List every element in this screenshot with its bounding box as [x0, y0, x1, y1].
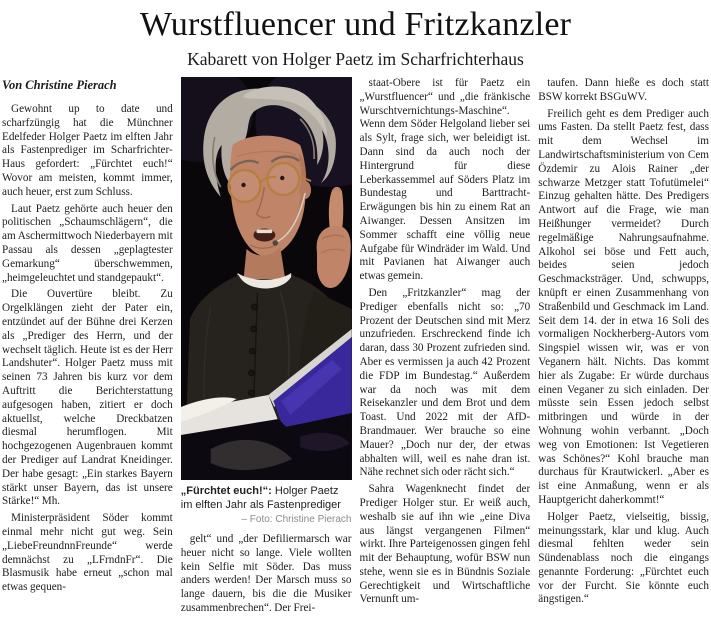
column-2-paragraphs — [181, 533, 352, 616]
text-column-2 — [181, 77, 352, 617]
caption-lead: „Fürchtet euch!“: — [180, 485, 272, 497]
article-paragraph: gelt“ und „der Defiliermarsch war heuer nicht so lange. Viele wollten kein Selfie mit Söder. Das muss anders werden! Der Marsch muss so lange dauern, bis die die Musiker zusammenbrechen“. Der Frei- — [180, 533, 352, 614]
text-column-3 — [360, 77, 531, 617]
article-paragraph: Den „Fritzkanzler“ mag der Prediger ebenfalls nicht so: „70 Prozent der Deutschen sind mit Merz unzufrieden. Erschreckend finde ich daran, dass 30 Prozent zufrieden sind. Aber es vermissen ja auch 42 Prozent die FDP im Bundestag.“ Außerdem war da noch was mit dem Reisekanzler und dem Brot und dem Toast. Und 2022 mit der AfD-Brandmauer. Wer brauche so eine Mauer? „Doch nur der, der etwas abhalten will, weil es nahe dran ist. Nähe rechnet sich oder rächt sich.“ — [359, 286, 531, 479]
article-paragraph: Freilich geht es dem Prediger auch ums Fasten. Da stellt Paetz fest, dass mit dem Wechsel im Landwirtschaftsministerium von Cem Özdemir zu Alois Rainer „der schwarze Metzger statt Tofutümelei“ Einzug gehalten hätte. Des Predigers Antwort auf die Frage, wie man Heißhunger vermeidet? Durch regelmäßige Nahrungsaufnahme. Alkohol sei böse und Fett auch, beides seien jedoch Geschmacksträger. Und, schwupps, knüpft er einen Zusammenhang von Straßenbild und Geschmack im Land. Seit dem 14. der in etwa 16 Soli des vormaligen Nockherberg-Autors vom Singspiel wissen wir, was er von Veganern hält. Nichts. Das kommt hier als Zugabe: Er würde durchaus einen Veganer zu sich einladen. Der müsste sein Essen jedoch selbst mitbringen und würde in der Wohnung wohin verbannt. „Doch weg von Emotionen: Ist Vegetieren was Schönes?“ Kohl brauche man durchaus für Krautwickerl. „Aber es ist eine Anmaßung, wenn er als Hauptgericht daherkommt!“ — [538, 107, 709, 506]
photo-caption — [181, 485, 352, 512]
photo-credit: – Foto: Christine Pierach — [241, 514, 352, 525]
portrait-photo — [181, 77, 352, 480]
column-4-paragraphs — [538, 77, 709, 607]
article-paragraph: staat-Obere ist für Paetz ein „Wurstfluencer“ und „die fränkische Wurschtvernichtungs-Maschine“. Wenn dem Söder Helgoland lieber sei als Sylt, frage sich, wer beleidigt ist. Dann sind da auch noch der Hintergrund für diese Leberkassemmel auf Söders Platz im Bundestag und Barttracht-Erwägungen bis hin zu einem Rat an Aiwanger. Dessen Ansitzen im Sommer schafft eine völlig neue Aufgabe für Windräder im Wald. Und mit Pavianen hat Aiwanger auch etwas gemein. — [359, 77, 531, 283]
column-1-paragraphs — [2, 103, 173, 595]
text-column-1 — [2, 77, 173, 617]
portrait-photo-illustration — [181, 77, 352, 480]
article-title: Wurstfluencer und Fritzkanzler — [139, 6, 572, 43]
article-paragraph: Gewohnt up to date und scharfzüngig hat die Münchner Edelfeder Holger Paetz im elften Jahr als Fastenprediger im Scharfrichter-Haus gefordert: „Fürchtet euch!“ Wovor am meisten, kommt immer, auch heuer, erst zum Schluss. — [2, 103, 173, 198]
article-header — [0, 0, 711, 70]
article-paragraph: Sahra Wagenknecht findet der Prediger Holger stur. Er weiß auch, weshalb sie auf ihn wie „eine Diva aus längst vergangenen Filmen“ wirkt. Ihre Parteigenossen gingen fehl mit der Behauptung, wofür BSW nun stehe, wenn sie es in Bündnis Soziale Gerechtigkeit und Wirtschaftliche Vernunft um- — [359, 483, 531, 606]
text-column-4 — [538, 77, 709, 617]
column-3-paragraphs — [360, 77, 531, 607]
article-paragraph: Laut Paetz gehörte auch heuer den politischen „Schaumschlägern“, die am Aschermittwoch Niederbayern mit Passau als dessen „geplagtester Gemarkung“ überschwemmen, „heimgeleuchtet und standgepaukt“. — [2, 202, 173, 284]
byline: Von Christine Pierach — [2, 78, 117, 92]
article-paragraph: taufen. Dann hieße es doch statt BSW korrekt BSGuWV. — [538, 77, 709, 103]
article-paragraph: Die Ouvertüre bleibt. Zu Orgelklängen zieht der Pater ein, entzündet auf der Bühne drei Kerzen als „Prediger des Herrn, und der wechselt täglich. Heute ist es der Herr Landshuter“. Holger Paetz muss mit seinen 73 Jahren bis kurz vor dem Auftritt die Berichterstattung aufgesogen haben, zitiert er doch aktuellst, welche Dreckbatzen diesmal herumflogen. Mit hochgezogenen Augenbrauen kommt der Prediger auf Landrat Kneidinger. Der habe gesagt: „Ein starkes Bayern stärkt unser Bayern, das ist unsere Stärke!“ Mh. — [2, 288, 173, 508]
article-subtitle: Kabarett von Holger Paetz im Scharfrichterhaus — [187, 49, 524, 69]
caption-text: Holger Paetz im elften Jahr als Fastenprediger — [180, 485, 341, 511]
article-paragraph: Ministerpräsident Söder kommt einmal mehr nicht gut weg. Sein „LiebeFreundnnFreunde“ werde demnächst zu „LFrndnFr“. Die Blasmusik habe erneut „schon mal etwas gequen- — [2, 512, 173, 594]
article-body — [0, 77, 711, 617]
article-paragraph: Holger Paetz, vielseitig, bissig, meinungsstark, klar und klug. Auch diesmal fehlten weder sein Sündenablass noch die eingangs genannte Forderung: „Fürchtet euch vor der Furcht. Sie könnte euch ängstigen.“ — [538, 510, 709, 606]
